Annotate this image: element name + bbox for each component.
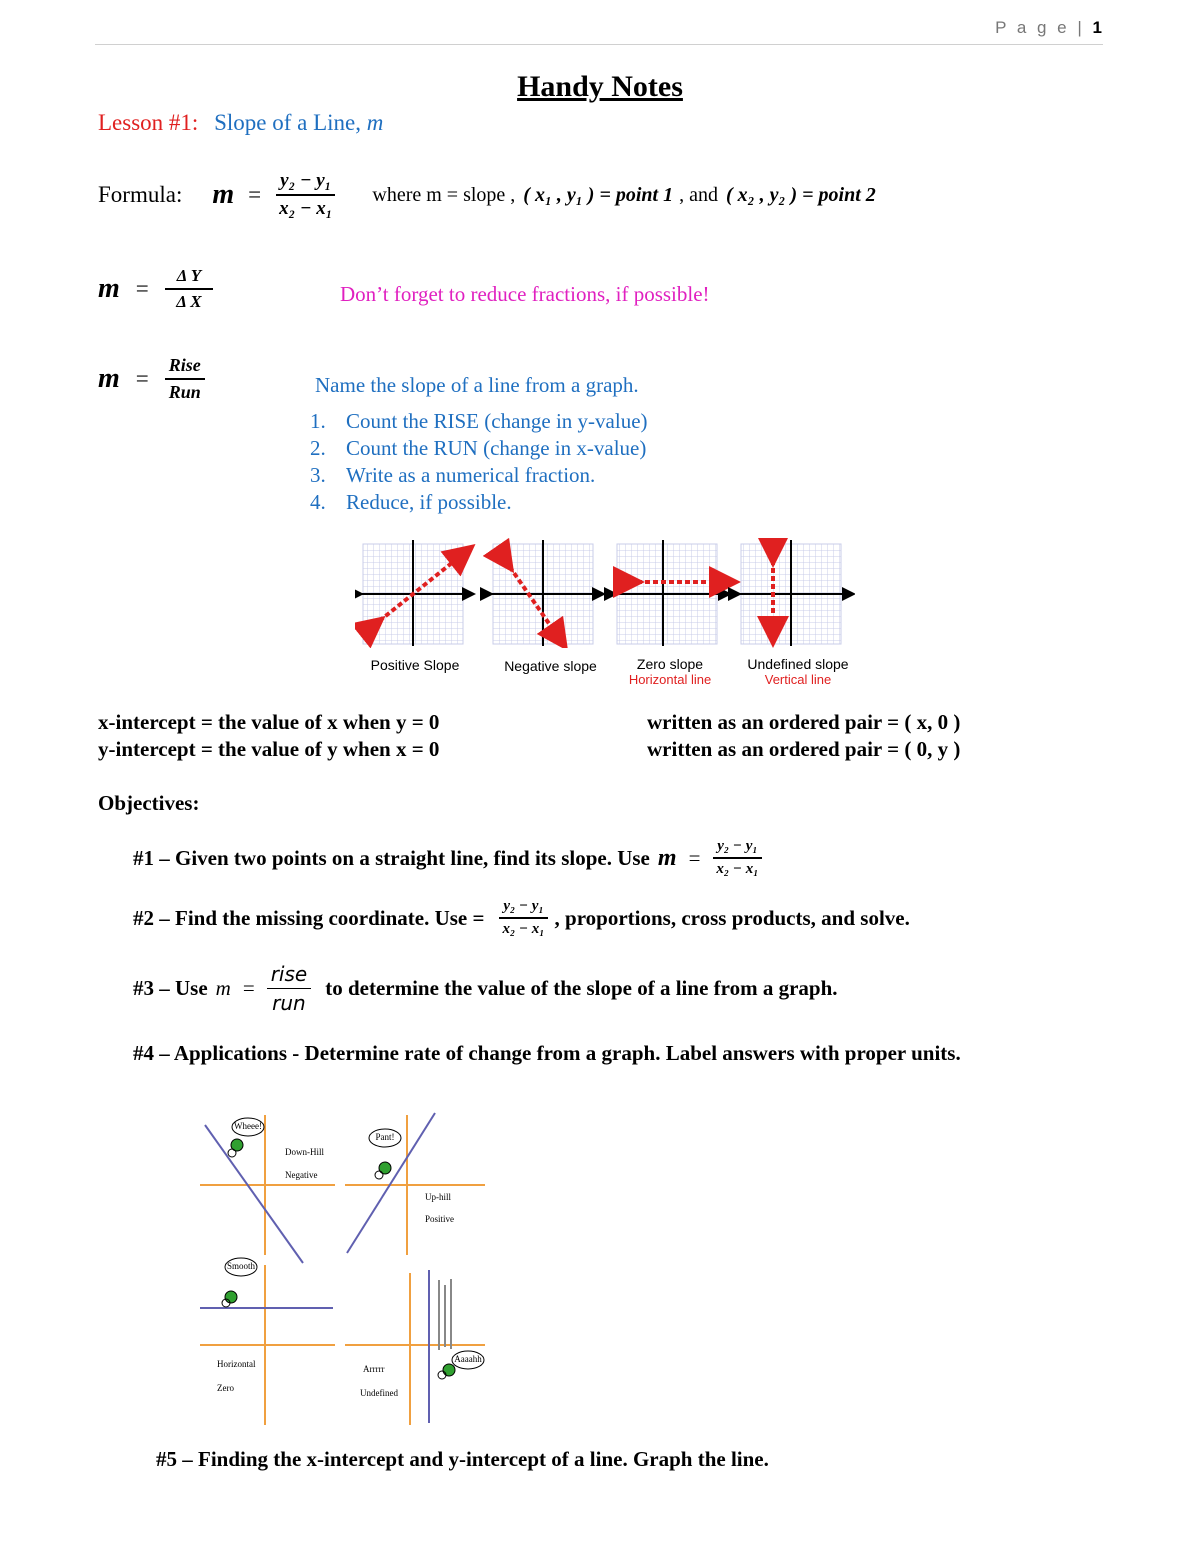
list-item: 3. Write as a numerical fraction.: [310, 463, 596, 487]
q1-label1: Down-Hill: [285, 1147, 324, 1157]
q4-bubble: Aaaahh: [454, 1354, 482, 1364]
q4-label1: Arrrrr: [363, 1364, 385, 1374]
objective-5: #5 – Finding the x-intercept and y-intercept of a line. Graph the line.: [156, 1447, 769, 1471]
objective-1: #1 – Given two points on a straight line, find its slope. Use m = $\frac{\text{y₂ − y₁}}{\text{x₂ − x₁}}$: [133, 838, 762, 878]
delta-eq: =: [135, 276, 149, 301]
caption-negative: Negative slope: [504, 658, 597, 674]
delta-row: [98, 266, 213, 312]
steps-list: [310, 409, 648, 517]
q2-label1: Up-hill: [425, 1192, 451, 1202]
objective-3: #3 – Use m = $\frac{\text{rise}}{\text{run}}$ to determine the value of the slope of a line from a graph.: [133, 962, 838, 1015]
y-intercept-pair: written as an ordered pair = ( 0, y ): [647, 737, 961, 761]
caption-undefined: Undefined slope Vertical line: [747, 656, 849, 687]
slope-graphs: [355, 538, 855, 648]
delta-denominator: Δ X: [176, 292, 202, 311]
list-item: 4. Reduce, if possible.: [310, 490, 512, 514]
lesson-heading: [98, 110, 383, 136]
x-intercept-pair: written as an ordered pair = ( x, 0 ): [647, 710, 961, 734]
caption-zero: Zero slope Horizontal line: [628, 656, 712, 687]
objective-1-fraction: $\frac{\text{y₂ − y₁}}{\text{x₂ − x₁}}$: [712, 838, 762, 878]
slope-fraction: [275, 170, 336, 220]
delta-fraction: [165, 266, 213, 312]
rise-run-m: m: [98, 363, 120, 394]
q3-label2: Zero: [217, 1383, 234, 1393]
rise-run-eq: =: [135, 366, 149, 391]
objective-2: #2 – Find the missing coordinate. Use = $\frac{\text{y₂ − y₁}}{\text{x₂ − x₁}}$ , proportions, cross products, and solve.: [133, 898, 910, 937]
q2-label2: Positive: [425, 1214, 455, 1224]
delta-numerator: Δ Y: [165, 266, 213, 290]
lesson-label: Lesson #1:: [98, 110, 199, 135]
page-word: P a g e: [995, 18, 1070, 37]
list-item: 2. Count the RUN (change in x-value): [310, 436, 647, 460]
graph-positive: [357, 540, 469, 646]
lesson-var: m: [366, 110, 384, 135]
q2-bubble: Pant!: [375, 1132, 395, 1142]
page-header: [995, 18, 1102, 38]
q4-label2: Undefined: [360, 1388, 398, 1398]
delta-m: m: [98, 273, 120, 304]
formula-m: m: [212, 179, 235, 210]
graph-negative: [487, 540, 599, 646]
rise-numerator: Rise: [165, 355, 205, 380]
page-separator: |: [1077, 18, 1085, 37]
formula-label: Formula:: [98, 182, 183, 207]
slope-cartoon: [195, 1105, 495, 1430]
slope-denominator: x₂ − x₁: [279, 198, 333, 219]
x-intercept-def: x-intercept = the value of x when y = 0: [98, 710, 440, 734]
rise-run-fraction: [165, 355, 205, 403]
q1-label2: Negative: [285, 1170, 318, 1180]
formula-and: , and: [679, 183, 718, 206]
run-denominator: Run: [168, 382, 201, 402]
page-number: 1: [1092, 18, 1102, 37]
formula-where: where m = slope ,: [372, 183, 516, 206]
formula-eq: =: [248, 182, 262, 207]
y-intercept-def: y-intercept = the value of y when x = 0: [98, 737, 440, 761]
reduce-note: Don’t forget to reduce fractions, if possible!: [340, 282, 710, 306]
caption-positive: Positive Slope: [370, 657, 460, 673]
formula-row: [98, 170, 876, 220]
list-item: 1. Count the RISE (change in y-value): [310, 409, 648, 433]
formula-point1: ( x₁ , y₁ ) = point 1: [523, 183, 674, 206]
graph-undefined: [735, 540, 849, 646]
q1-bubble: Wheee!: [234, 1121, 262, 1131]
objectives-heading: Objectives:: [98, 791, 200, 815]
objective-3-fraction: $\frac{\text{rise}}{\text{run}}$: [267, 962, 312, 1015]
objective-4: #4 – Applications - Determine rate of change from a graph. Label answers with proper units.: [133, 1041, 961, 1065]
slope-numerator: y₂ − y₁: [276, 170, 335, 196]
graph-zero: [611, 540, 725, 646]
rise-run-row: [98, 355, 205, 403]
q3-label1: Horizontal: [217, 1359, 256, 1369]
steps-heading: Name the slope of a line from a graph.: [315, 373, 639, 397]
header-rule: [95, 44, 1103, 45]
objective-2-fraction: $\frac{\text{y₂ − y₁}}{\text{x₂ − x₁}}$: [498, 898, 548, 938]
lesson-topic: Slope of a Line,: [214, 110, 361, 135]
q3-bubble: Smooth: [226, 1261, 256, 1271]
page-title: Handy Notes: [517, 70, 683, 103]
formula-point2: ( x₂ , y₂ ) = point 2: [725, 183, 876, 206]
